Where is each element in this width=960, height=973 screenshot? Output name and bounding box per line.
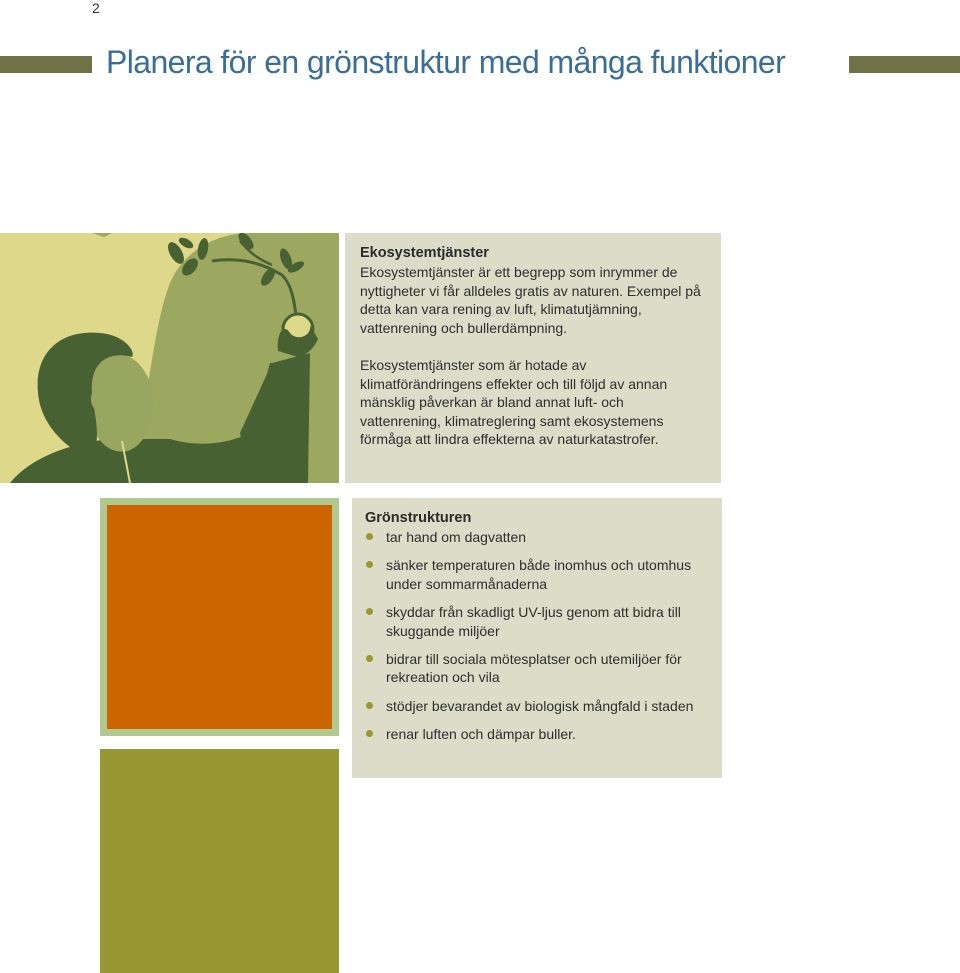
- bullet-dot-icon: [366, 561, 373, 568]
- ekosystemtjanster-box: [345, 233, 721, 483]
- bullet-dot-icon: [366, 655, 373, 662]
- olive-square: [100, 749, 339, 973]
- list-item: bidrar till sociala mötesplatser och utemiljöer för rekreation och vila: [365, 650, 708, 687]
- title-bar-right: [849, 56, 960, 73]
- page-number: 2: [92, 0, 100, 16]
- bullet-dot-icon: [366, 533, 373, 540]
- orange-square: [107, 505, 332, 729]
- title-bar-left: [0, 56, 92, 73]
- list-item: stödjer bevarandet av biologisk mångfald i staden: [365, 697, 708, 716]
- ekosystemtjanster-heading: Ekosystemtjänster: [360, 245, 489, 261]
- list-item: sänker temperaturen både inomhus och utomhus under sommarmånaderna: [365, 556, 708, 593]
- person-holding-apple-illustration: [0, 233, 339, 483]
- list-item: renar luften och dämpar buller.: [365, 725, 708, 744]
- gronstrukturen-heading: Grönstrukturen: [365, 510, 472, 526]
- bullet-dot-icon: [366, 702, 373, 709]
- ekosystemtjanster-paragraph-1: Ekosystemtjänster är ett begrepp som inrymmer de nyttigheter vi får alldeles gratis av naturen. Exempel på detta kan vara rening av luft, klimatutjämning, vattenrening och bullerdämpning.: [360, 264, 701, 336]
- list-item: skyddar från skadligt UV-ljus genom att bidra till skuggande miljöer: [365, 603, 708, 640]
- list-item: tar hand om dagvatten: [365, 528, 708, 547]
- bullet-dot-icon: [366, 608, 373, 615]
- ekosystemtjanster-paragraph-2: Ekosystemtjänster som är hotade av klimatförändringens effekter och till följd av annan mänsklig påverkan är bland annat luft- och vattenrening, klimatreglering samt ekosystemens förmåga att lindra effekterna av naturkatastrofer.: [360, 356, 668, 448]
- bullet-dot-icon: [366, 730, 373, 737]
- page-title: Planera för en grönstruktur med många funktioner: [106, 44, 786, 80]
- gronstrukturen-box: [352, 498, 722, 778]
- gronstrukturen-list: [365, 528, 708, 743]
